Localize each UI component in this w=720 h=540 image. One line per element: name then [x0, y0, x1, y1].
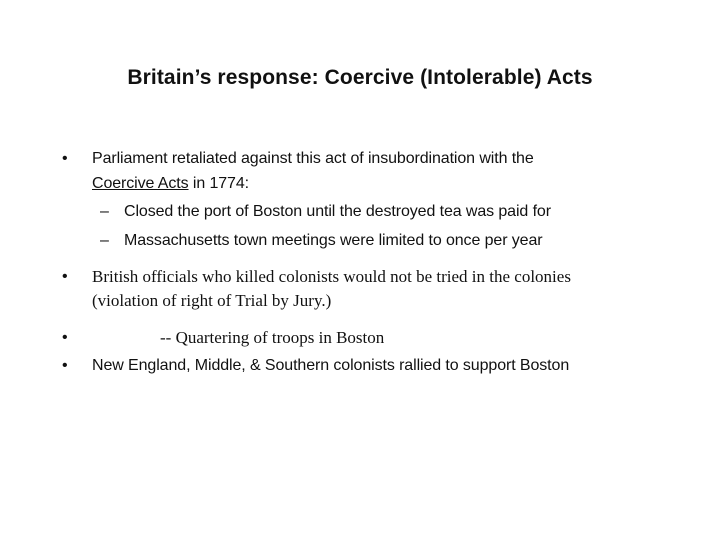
bullet-marker: •	[62, 357, 68, 374]
sub-bullet-marker: –	[100, 203, 109, 220]
bullet-4-colonists-rally: New England, Middle, & Southern colonists rallied to support Boston	[92, 357, 570, 374]
bullet-1-line-2-rest: in 1774:	[188, 175, 249, 192]
bullet-2-line-1: British officials who killed colonists would not be tried in the colonies	[92, 267, 571, 286]
bullet-marker: •	[62, 268, 68, 285]
sub-bullet-marker: –	[100, 232, 109, 249]
sub-bullet-port-closed: Closed the port of Boston until the destroyed tea was paid for	[124, 203, 551, 220]
bullet-marker: •	[62, 150, 68, 167]
bullet-1-line-2	[92, 175, 249, 193]
bullet-3-quartering: -- Quartering of troops in Boston	[160, 328, 385, 347]
coercive-acts-term: Coercive Acts	[92, 175, 189, 192]
bullet-marker: •	[62, 329, 68, 346]
slide-title: Britain’s response: Coercive (Intolerable) Acts	[127, 66, 593, 89]
sub-bullet-town-meetings: Massachusetts town meetings were limited to once per year	[124, 232, 543, 249]
bullet-1-line-1: Parliament retaliated against this act of insubordination with the	[92, 150, 534, 167]
bullet-2-line-2: (violation of right of Trial by Jury.)	[92, 291, 332, 310]
